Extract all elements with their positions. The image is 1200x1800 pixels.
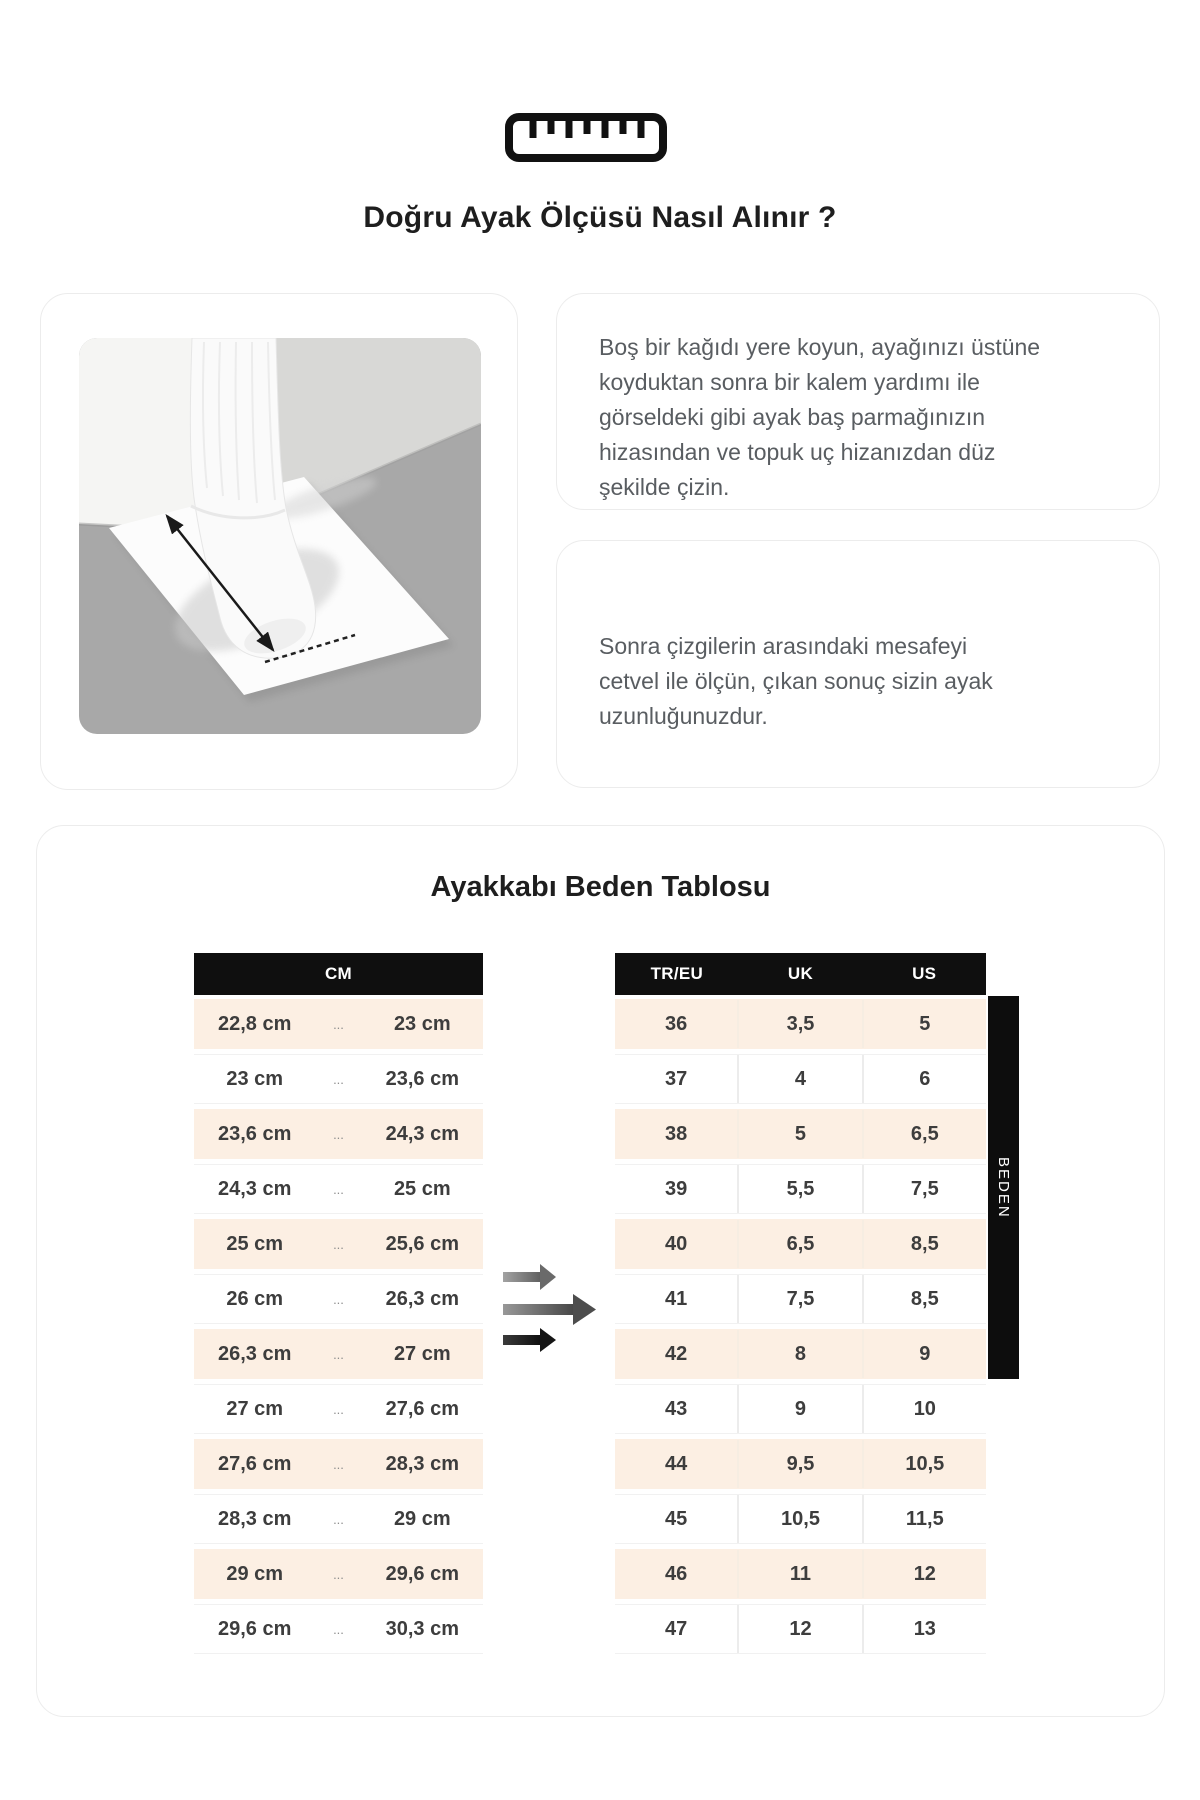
size-cell-us: 8,5 — [862, 1220, 986, 1268]
table-row — [194, 999, 483, 1049]
instruction-step-1: Boş bir kağıdı yere koyun, ayağınızı üstüne koyduktan sonra bir kalem yardımı ile görseldeki gibi ayak baş parmağınızın hizasından ve topuk uç hizanızdan düz şekilde çizin. — [599, 334, 1041, 500]
instruction-card-1 — [556, 293, 1160, 510]
table-row — [194, 1604, 483, 1654]
cm-max-value: 23 cm — [393, 1012, 451, 1035]
table-row — [615, 1109, 986, 1159]
range-dots: ... — [333, 1566, 344, 1582]
size-cell-tr-eu: 37 — [665, 1067, 688, 1090]
table-row — [194, 1164, 483, 1214]
size-chart-title: Ayakkabı Beden Tablosu — [430, 871, 771, 903]
range-dots: ... — [333, 1071, 344, 1087]
table-row — [615, 999, 986, 1049]
cm-max-value: 29 cm — [393, 1507, 451, 1530]
table-row — [615, 1274, 986, 1324]
range-dots: ... — [333, 1291, 344, 1307]
table-row — [615, 1329, 986, 1379]
cm-max-value: 25,6 cm — [385, 1232, 459, 1255]
size-cell-uk: 3,5 — [737, 1000, 861, 1048]
table-row — [615, 1054, 986, 1104]
size-cell-us: 9 — [862, 1330, 986, 1378]
cm-min-value: 25 cm — [226, 1232, 284, 1255]
size-cell-uk: 10,5 — [737, 1495, 861, 1543]
size-cell-tr-eu: 47 — [665, 1617, 688, 1640]
size-cell-uk: 4 — [737, 1055, 861, 1103]
cm-min-value: 29 cm — [226, 1562, 284, 1585]
size-cell-tr-eu: 41 — [665, 1287, 688, 1310]
page-title: Doğru Ayak Ölçüsü Nasıl Alınır ? — [363, 201, 837, 234]
size-cell-us: 13 — [862, 1605, 986, 1653]
range-dots: ... — [333, 1511, 344, 1527]
cm-max-value: 27,6 cm — [385, 1397, 459, 1420]
cm-max-value: 30,3 cm — [385, 1617, 459, 1640]
cm-header-label: CM — [324, 964, 353, 983]
size-cell-tr-eu: 45 — [665, 1507, 688, 1530]
cm-min-value: 27,6 cm — [217, 1452, 292, 1475]
table-row — [615, 1494, 986, 1544]
instruction-step-2: Sonra çizgilerin arasındaki mesafeyi cetvel ile ölçün, çıkan sonuç sizin ayak uzunluğunuzdur. — [599, 633, 993, 729]
range-dots: ... — [333, 1401, 344, 1417]
cm-max-value: 26,3 cm — [385, 1287, 459, 1310]
size-cell-tr-eu: 43 — [665, 1397, 688, 1420]
range-dots: ... — [333, 1181, 344, 1197]
size-cell-uk: 9,5 — [737, 1440, 861, 1488]
size-cell-uk: 12 — [737, 1605, 861, 1653]
transfer-arrows-icon — [503, 1328, 556, 1352]
range-dots: ... — [333, 1456, 344, 1472]
table-row — [194, 1054, 483, 1104]
range-dots: ... — [333, 1016, 344, 1032]
table-row — [615, 1549, 986, 1599]
cm-min-value: 26,3 cm — [217, 1342, 292, 1365]
table-row — [615, 1384, 986, 1434]
cm-max-value: 29,6 cm — [385, 1562, 459, 1585]
size-cell-us: 6 — [862, 1055, 986, 1103]
cm-max-value: 25 cm — [393, 1177, 451, 1200]
size-cell-uk: 5,5 — [737, 1165, 861, 1213]
cm-min-value: 22,8 cm — [217, 1012, 292, 1035]
transfer-arrows-icon — [503, 1264, 556, 1290]
cm-min-value: 27 cm — [226, 1397, 284, 1420]
size-cell-us: 7,5 — [862, 1165, 986, 1213]
size-table-rows — [615, 999, 986, 1659]
table-row — [615, 1604, 986, 1654]
size-cell-uk: 11 — [737, 1550, 861, 1598]
cm-min-value: 29,6 cm — [217, 1617, 292, 1640]
range-dots: ... — [333, 1236, 344, 1252]
table-row — [194, 1549, 483, 1599]
table-row — [194, 1494, 483, 1544]
size-cell-us: 12 — [862, 1550, 986, 1598]
range-dots: ... — [333, 1621, 344, 1637]
instruction-card-2 — [556, 540, 1160, 788]
cm-max-value: 28,3 cm — [385, 1452, 459, 1475]
size-cell-us: 10,5 — [862, 1440, 986, 1488]
size-cell-uk: 6,5 — [737, 1220, 861, 1268]
header-tr-eu: TR/EU — [650, 964, 704, 983]
size-cell-tr-eu: 36 — [665, 1012, 688, 1035]
header-us: US — [912, 964, 937, 983]
size-cell-tr-eu: 44 — [665, 1452, 688, 1475]
ruler-icon — [505, 113, 667, 162]
size-cell-tr-eu: 40 — [665, 1232, 688, 1255]
size-cell-uk: 7,5 — [737, 1275, 861, 1323]
table-row — [194, 1219, 483, 1269]
size-cell-uk: 8 — [737, 1330, 861, 1378]
size-cell-tr-eu: 38 — [665, 1122, 688, 1145]
size-cell-tr-eu: 42 — [665, 1342, 688, 1365]
table-row — [194, 1329, 483, 1379]
cm-min-value: 26 cm — [226, 1287, 284, 1310]
size-chart-card — [36, 825, 1165, 1717]
table-row — [615, 1219, 986, 1269]
table-row — [194, 1274, 483, 1324]
cm-table-rows — [194, 999, 483, 1659]
table-row — [615, 1164, 986, 1214]
size-cell-tr-eu: 39 — [665, 1177, 688, 1200]
size-cell-us: 8,5 — [862, 1275, 986, 1323]
size-cell-us: 11,5 — [862, 1495, 986, 1543]
cm-max-value: 23,6 cm — [385, 1067, 459, 1090]
cm-min-value: 28,3 cm — [217, 1507, 292, 1530]
table-row — [194, 1384, 483, 1434]
cm-max-value: 24,3 cm — [385, 1122, 459, 1145]
cm-max-value: 27 cm — [393, 1342, 451, 1365]
size-cell-tr-eu: 46 — [665, 1562, 688, 1585]
cm-min-value: 23 cm — [226, 1067, 284, 1090]
cm-min-value: 23,6 cm — [217, 1122, 292, 1145]
size-cell-us: 5 — [862, 1000, 986, 1048]
cm-min-value: 24,3 cm — [217, 1177, 292, 1200]
table-row — [615, 1439, 986, 1489]
size-table-header — [615, 953, 986, 995]
size-cell-uk: 9 — [737, 1385, 861, 1433]
cm-table-header — [194, 953, 483, 995]
range-dots: ... — [333, 1126, 344, 1142]
size-cell-us: 6,5 — [862, 1110, 986, 1158]
range-dots: ... — [333, 1346, 344, 1362]
size-cell-uk: 5 — [737, 1110, 861, 1158]
foot-measure-photo — [79, 338, 481, 734]
size-cell-us: 10 — [862, 1385, 986, 1433]
beden-side-label: BEDEN — [988, 996, 1019, 1379]
table-row — [194, 1109, 483, 1159]
table-row — [194, 1439, 483, 1489]
header-uk: UK — [787, 964, 814, 983]
foot-measure-photo-card — [40, 293, 518, 790]
transfer-arrows-icon — [503, 1294, 596, 1325]
